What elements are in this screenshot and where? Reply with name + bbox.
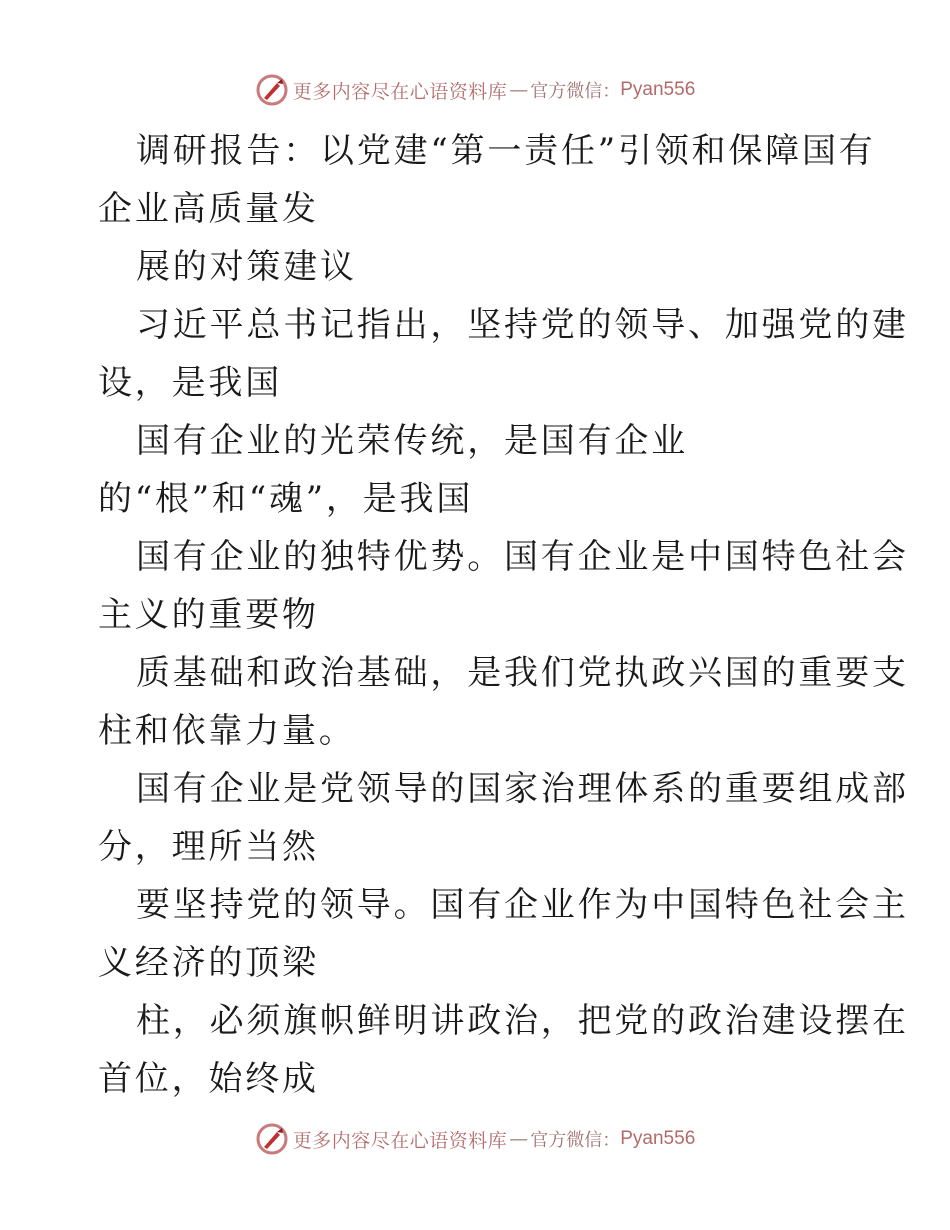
watermark-site-text: 更多内容尽在心语资料库 bbox=[292, 1129, 508, 1152]
footer-watermark bbox=[0, 1119, 950, 1159]
watermark-separator: — bbox=[509, 79, 529, 101]
text-line: 国有企业的光荣传统，是国有企业 bbox=[136, 421, 688, 461]
text-line: 国有企业是党领导的国家治理体系的重要组成部 bbox=[136, 769, 909, 809]
text-line: 企业高质量发 bbox=[98, 189, 319, 229]
text-line: 展的对策建议 bbox=[136, 247, 357, 287]
watermark-wechat-id: Pyan556 bbox=[620, 1128, 696, 1149]
text-line: 主义的重要物 bbox=[98, 595, 319, 635]
text-line: 要坚持党的领导。国有企业作为中国特色社会主 bbox=[136, 885, 909, 925]
watermark-wechat-label: 官方微信： bbox=[530, 81, 621, 102]
text-line: 的“根”和“魂”，是我国 bbox=[98, 479, 474, 519]
document-body bbox=[98, 122, 909, 1108]
text-line: 分，理所当然 bbox=[98, 827, 319, 867]
text-line: 习近平总书记指出，坚持党的领导、加强党的建 bbox=[136, 305, 909, 345]
text-line: 国有企业的独特优势。国有企业是中国特色社会 bbox=[136, 537, 909, 577]
quill-logo-icon bbox=[255, 1122, 289, 1156]
text-line: 质基础和政治基础，是我们党执政兴国的重要支 bbox=[136, 653, 909, 693]
text-line: 柱和依靠力量。 bbox=[98, 711, 356, 751]
text-line: 首位，始终成 bbox=[98, 1059, 319, 1099]
quill-logo-icon bbox=[255, 73, 289, 107]
watermark-site-text: 更多内容尽在心语资料库 bbox=[292, 80, 508, 103]
text-line: 设，是我国 bbox=[98, 363, 282, 403]
text-line: 义经济的顶梁 bbox=[98, 943, 319, 983]
watermark-wechat-label: 官方微信： bbox=[530, 1130, 621, 1151]
watermark-wechat-id: Pyan556 bbox=[620, 79, 696, 100]
header-watermark bbox=[0, 70, 950, 110]
watermark-separator: — bbox=[509, 1128, 529, 1150]
text-line: 调研报告：以党建“第一责任”引领和保障国有 bbox=[136, 131, 876, 171]
text-line: 柱，必须旗帜鲜明讲政治，把党的政治建设摆在 bbox=[136, 1001, 909, 1041]
